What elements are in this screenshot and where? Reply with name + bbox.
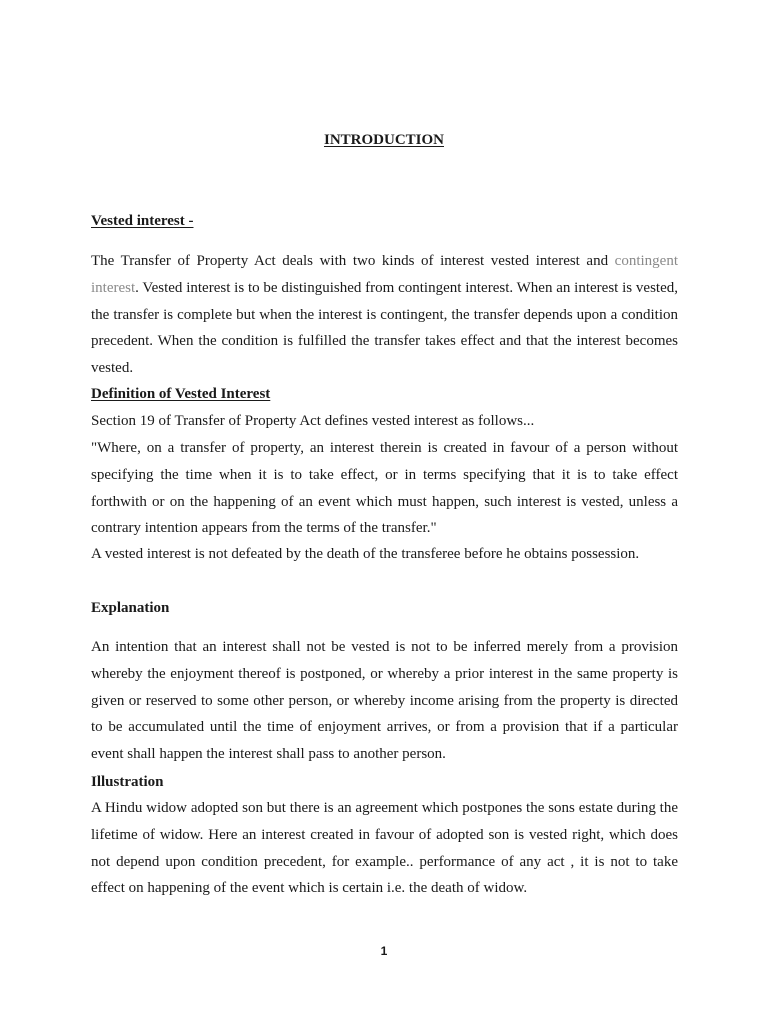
contingent-interest-link[interactable]: contingent interest: [91, 253, 678, 296]
illustration-paragraph: A Hindu widow adopted son but there is an agreement which postpones the sons estate during the lifetime of widow. Here an interest created in favour of adopted son is vested right, which does not depend upon condition precedent, for example.. performance of any act , it is not to take effect on happening of the event which is certain i.e. the death of widow.: [91, 800, 678, 897]
vested-interest-paragraph: [91, 248, 678, 382]
section-heading-vested-interest: Vested interest -: [91, 213, 194, 229]
page-title: INTRODUCTION: [323, 132, 444, 148]
section-heading-explanation: Explanation: [91, 600, 170, 616]
paragraph-text: The Transfer of Property Act deals with two kinds of interest vested interest and: [91, 253, 615, 269]
paragraph-text: . Vested interest is to be distinguished from contingent interest. When an interest is vested, the transfer is complete but when the interest is contingent, the transfer depends upon a condition precedent. When the condition is fulfilled the transfer takes effect and that the interest becomes vested.: [91, 279, 678, 377]
section-heading-illustration: Illustration: [91, 774, 164, 790]
definition-note: A vested interest is not defeated by the death of the transferee before he obtains possession.: [91, 546, 640, 562]
explanation-paragraph: An intention that an interest shall not be vested is not to be inferred merely from a provision whereby the enjoyment thereof is postponed, or whereby a prior interest in the same property is given or reserved to some other person, or whereby income arising from the property is directed to be accumulated until the time of enjoyment arrives, or from a provision that if a particular event shall happen the interest shall pass to another person.: [91, 639, 678, 763]
definition-quote: "Where, on a transfer of property, an interest therein is created in favour of a person without specifying the time when it is to take effect, or in terms specifying that it is to take effect forthwith or on the happening of an event which must happen, such interest is vested, unless a contrary intention appears from the terms of the transfer.": [91, 440, 678, 537]
section-heading-definition: Definition of Vested Interest: [91, 386, 271, 402]
page-number: 1: [380, 944, 388, 958]
definition-intro: Section 19 of Transfer of Property Act defines vested interest as follows...: [91, 413, 535, 429]
